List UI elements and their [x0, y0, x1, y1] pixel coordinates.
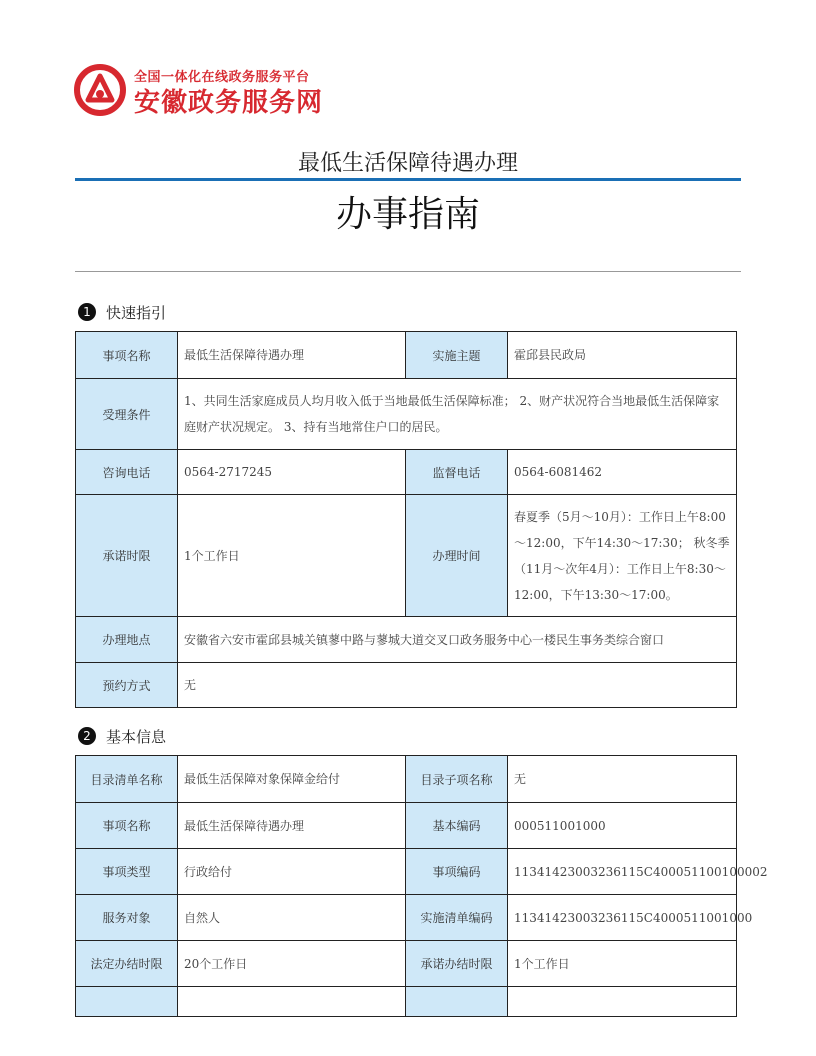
section-number-badge: 2 — [78, 727, 96, 745]
legal-limit-label: 法定办结时限 — [76, 941, 178, 987]
logo-name: 安徽政务服务网 — [134, 88, 324, 118]
logo-subtitle: 全国一体化在线政务服务平台 — [134, 70, 310, 85]
item-type-value: 行政给付 — [178, 849, 406, 895]
empty-value-cell — [508, 987, 737, 1017]
conditions-label: 受理条件 — [76, 379, 178, 450]
base-code-label: 基本编码 — [406, 803, 508, 849]
item-code-label: 事项编码 — [406, 849, 508, 895]
table-row — [76, 987, 737, 1017]
catalog-label: 目录清单名称 — [76, 756, 178, 803]
base-code-value: 000511001000 — [508, 803, 737, 849]
booking-label: 预约方式 — [76, 663, 178, 708]
header-divider — [75, 271, 741, 272]
supervise-label: 监督电话 — [406, 450, 508, 495]
empty-value-cell — [178, 987, 406, 1017]
document-title: 最低生活保障待遇办理 — [297, 151, 518, 176]
anhui-logo-icon — [74, 64, 126, 116]
booking-value: 无 — [178, 663, 737, 708]
phone-value: 0564-2717245 — [178, 450, 406, 495]
item-name-label: 事项名称 — [76, 332, 178, 379]
item-name-label: 事项名称 — [76, 803, 178, 849]
place-label: 办理地点 — [76, 617, 178, 663]
impl-subject-label: 实施主题 — [406, 332, 508, 379]
impl-code-value: 11341423003236115C4000511001000 — [508, 895, 737, 941]
section-title: 基本信息 — [106, 727, 167, 746]
promise-value: 1个工作日 — [178, 495, 406, 617]
catalog-value: 最低生活保障对象保障金给付 — [178, 756, 406, 803]
promise-limit-value: 1个工作日 — [508, 941, 737, 987]
section-title: 快速指引 — [106, 303, 167, 322]
item-name-value: 最低生活保障待遇办理 — [178, 332, 406, 379]
sub-item-value: 无 — [508, 756, 737, 803]
promise-label: 承诺时限 — [76, 495, 178, 617]
item-name-value: 最低生活保障待遇办理 — [178, 803, 406, 849]
conditions-value: 1、共同生活家庭成员人均月收入低于当地最低生活保障标准； 2、财产状况符合当地最低生活保障家庭财产状况规定。 3、持有当地常住户口的居民。 — [178, 379, 737, 450]
section-quick-guide — [78, 301, 166, 323]
service-target-value: 自然人 — [178, 895, 406, 941]
item-type-label: 事项类型 — [76, 849, 178, 895]
promise-limit-label: 承诺办结时限 — [406, 941, 508, 987]
impl-subject-value: 霍邱县民政局 — [508, 332, 737, 379]
phone-label: 咨询电话 — [76, 450, 178, 495]
sub-item-label: 目录子项名称 — [406, 756, 508, 803]
legal-limit-value: 20个工作日 — [178, 941, 406, 987]
hours-label: 办理时间 — [406, 495, 508, 617]
quick-guide-table — [75, 331, 737, 708]
section-basic-info — [78, 725, 166, 747]
impl-code-label: 实施清单编码 — [406, 895, 508, 941]
site-logo[interactable] — [74, 64, 344, 120]
section-number-badge: 1 — [78, 303, 96, 321]
item-code-value: 11341423003236115C400051100100002 — [508, 849, 737, 895]
empty-label-cell — [406, 987, 508, 1017]
guide-title: 办事指南 — [335, 194, 480, 235]
supervise-value: 0564-6081462 — [508, 450, 737, 495]
basic-info-table — [75, 755, 768, 1017]
empty-label-cell — [76, 987, 178, 1017]
service-target-label: 服务对象 — [76, 895, 178, 941]
title-divider — [75, 178, 741, 181]
hours-value: 春夏季（5月～10月）：工作日上午8:00～12:00，下午14:30～17:30； 秋冬季（11月～次年4月）：工作日上午8:30～12:00，下午13:30～17:00。 — [508, 495, 737, 617]
place-value: 安徽省六安市霍邱县城关镇蓼中路与蓼城大道交叉口政务服务中心一楼民生事务类综合窗口 — [178, 617, 737, 663]
